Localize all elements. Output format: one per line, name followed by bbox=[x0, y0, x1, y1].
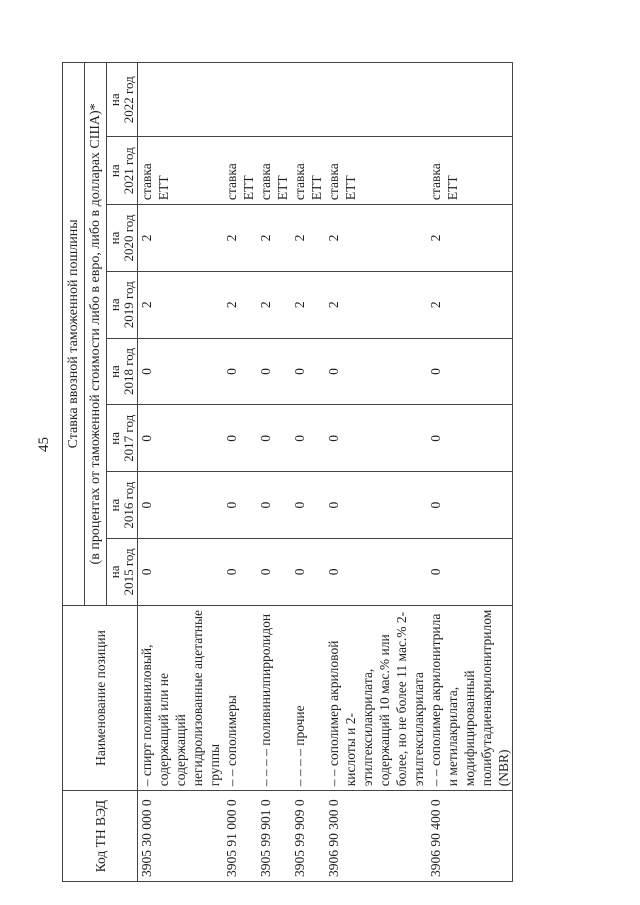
row-rate: 0 bbox=[291, 472, 325, 539]
row-rate: 0 bbox=[138, 472, 224, 539]
table-row bbox=[325, 63, 427, 882]
row-name: – – – – поливинилпирролидон bbox=[257, 605, 291, 791]
page-number: 45 bbox=[36, 437, 52, 452]
row-rate: 2 bbox=[257, 271, 291, 338]
row-rate: 2 bbox=[291, 271, 325, 338]
header-rate-subtitle: (в процентах от таможенной стоимости либо в евро, либо в долларах США)* bbox=[85, 63, 107, 606]
row-rate: 0 bbox=[138, 405, 224, 472]
row-rate: 2 bbox=[223, 271, 257, 338]
row-rate: 0 bbox=[223, 472, 257, 539]
row-rate: 0 bbox=[325, 338, 427, 405]
row-rate: 2 bbox=[138, 271, 224, 338]
table-row bbox=[427, 63, 513, 882]
row-name: – – сополимер акриловой кислоты и 2-этилгексилакрилата, содержащий 10 мас.% или более, но не более 11 мас.% 2-этилгексилакрилата bbox=[325, 605, 427, 791]
year-header: на 2017 год bbox=[107, 405, 138, 472]
row-rate: 0 bbox=[138, 338, 224, 405]
row-rate: 0 bbox=[325, 472, 427, 539]
year-header: на 2020 год bbox=[107, 205, 138, 272]
row-code: 3905 91 000 0 bbox=[223, 791, 257, 882]
row-rate: 0 bbox=[427, 338, 513, 405]
row-rate bbox=[257, 63, 291, 137]
row-rate: 0 bbox=[257, 405, 291, 472]
row-rate: 2 bbox=[257, 205, 291, 272]
row-name: – спирт поливиниловый, содержащий или не содержащий негидролизованные ацетатные группы bbox=[138, 605, 224, 791]
row-rate: ставка ЕТТ bbox=[427, 137, 513, 205]
row-rate bbox=[138, 63, 224, 137]
row-rate: 0 bbox=[223, 338, 257, 405]
row-rate: 2 bbox=[427, 205, 513, 272]
table-row bbox=[223, 63, 257, 882]
row-rate: 0 bbox=[223, 538, 257, 605]
row-rate: 0 bbox=[325, 538, 427, 605]
row-rate: ставка ЕТТ bbox=[325, 137, 427, 205]
row-rate: ставка ЕТТ bbox=[223, 137, 257, 205]
row-rate: 2 bbox=[138, 205, 224, 272]
row-rate: 0 bbox=[257, 338, 291, 405]
row-code: 3905 99 901 0 bbox=[257, 791, 291, 882]
row-rate: 2 bbox=[427, 271, 513, 338]
row-rate: 0 bbox=[427, 472, 513, 539]
row-rate: 0 bbox=[291, 538, 325, 605]
row-code: 3906 90 400 0 bbox=[427, 791, 513, 882]
row-rate: 2 bbox=[291, 205, 325, 272]
row-rate: 0 bbox=[427, 405, 513, 472]
row-rate bbox=[223, 63, 257, 137]
row-rate: ставка ЕТТ bbox=[257, 137, 291, 205]
row-rate: 0 bbox=[325, 405, 427, 472]
table-row bbox=[138, 63, 224, 882]
year-header: на 2021 год bbox=[107, 137, 138, 205]
row-name: – – сополимер акрилонитрила и метилакрилата, модифицированный полибутадиенакрилонитрилом (NBR) bbox=[427, 605, 513, 791]
year-header: на 2019 год bbox=[107, 271, 138, 338]
year-header: на 2018 год bbox=[107, 338, 138, 405]
row-rate: 2 bbox=[325, 205, 427, 272]
row-rate: 0 bbox=[427, 538, 513, 605]
year-header: на 2015 год bbox=[107, 538, 138, 605]
row-rate: 0 bbox=[257, 538, 291, 605]
row-rate: 2 bbox=[223, 205, 257, 272]
row-code: 3905 99 909 0 bbox=[291, 791, 325, 882]
row-rate: 2 bbox=[325, 271, 427, 338]
row-rate: 0 bbox=[223, 405, 257, 472]
row-rate: 0 bbox=[138, 538, 224, 605]
row-rate bbox=[427, 63, 513, 137]
row-rate: ставка ЕТТ bbox=[291, 137, 325, 205]
row-rate: 0 bbox=[291, 405, 325, 472]
year-header: на 2016 год bbox=[107, 472, 138, 539]
table-row bbox=[257, 63, 291, 882]
row-code: 3905 30 000 0 bbox=[138, 791, 224, 882]
header-name: Наименование позиции bbox=[63, 605, 138, 791]
row-code: 3906 90 300 0 bbox=[325, 791, 427, 882]
header-rate-title: Ставка ввозной таможенной пошлины bbox=[63, 63, 85, 606]
tariff-table bbox=[62, 62, 513, 882]
row-rate: 0 bbox=[291, 338, 325, 405]
row-name: – – – – прочие bbox=[291, 605, 325, 791]
table-row bbox=[291, 63, 325, 882]
rotated-page bbox=[62, 62, 582, 882]
row-rate: ставка ЕТТ bbox=[138, 137, 224, 205]
row-rate bbox=[325, 63, 427, 137]
row-rate: 0 bbox=[257, 472, 291, 539]
row-rate bbox=[291, 63, 325, 137]
header-code: Код ТН ВЭД bbox=[63, 791, 138, 882]
row-name: – – сополимеры bbox=[223, 605, 257, 791]
year-header: на 2022 год bbox=[107, 63, 138, 137]
